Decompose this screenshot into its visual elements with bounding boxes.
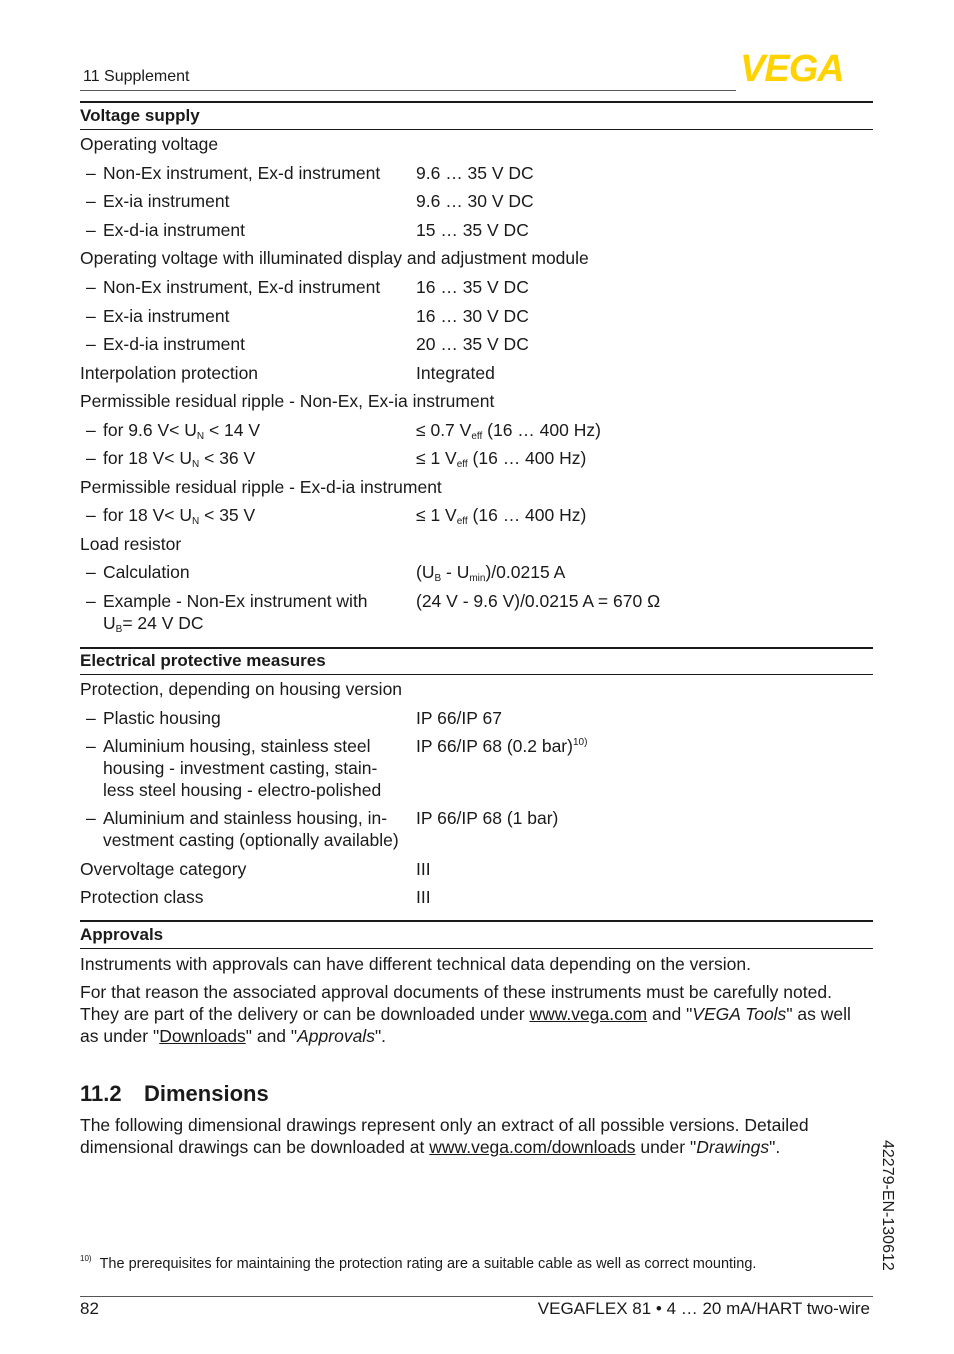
section-title-protective: Electrical protective measures [80, 651, 326, 670]
footnote: $^{10)}$ The prerequisites for maintaining the protection rating are a suitable cable as well as correct mounting. [80, 1254, 757, 1272]
section-rule-bottom [80, 948, 873, 949]
spec-row: – Example - Non-Ex instrument with $U_B= 24$ V DC (24 V - 9.6 V)/0.0215 A = 670 Ω [86, 591, 661, 635]
approvals-paragraph-1: Instruments with approvals can have different technical data depending on the version. [80, 954, 751, 974]
vega-logo [740, 50, 874, 84]
approvals-paragraph-2: For that reason the associated approval documents of these instruments must be carefully noted. They are part of the delivery or can be downloaded under www.vega.com and "VEGA Tools" as well as under "Downloads" and "Approvals". [80, 982, 851, 1046]
footer-rule [80, 1296, 873, 1297]
running-header: 11 Supplement [83, 68, 190, 85]
section-rule-top [80, 647, 873, 649]
link-vega-com[interactable]: www.vega.com [529, 1004, 648, 1024]
section-title-voltage: Voltage supply [80, 106, 200, 125]
logo-text: VEGA [740, 50, 844, 84]
link-vega-downloads[interactable]: www.vega.com/downloads [429, 1137, 636, 1157]
link-downloads[interactable]: Downloads [159, 1026, 246, 1046]
footer-title: VEGAFLEX 81 • 4 … 20 mA/HART two-wire [537, 1299, 870, 1318]
section-title-approvals: Approvals [80, 925, 164, 944]
section-rule-bottom [80, 129, 873, 130]
header-rule [80, 90, 736, 91]
section-rule-top [80, 101, 873, 103]
spec-row: – Aluminium and stainless housing, in-vestment casting (optionally available) IP 66/IP 68 (1 bar) [86, 808, 559, 850]
page-number: 82 [80, 1299, 99, 1318]
section-rule-bottom [80, 674, 873, 675]
section-heading-dimensions: 11.2 Dimensions [80, 1081, 269, 1106]
spec-row: – Aluminium housing, stainless steel housing - investment casting, stain-less steel housing - electro-polished IP 66/IP 68 (0.2 bar)$^{10)}$ [86, 736, 588, 800]
section-rule-top [80, 920, 873, 922]
dimensions-paragraph: The following dimensional drawings represent only an extract of all possible versions. Detailed dimensional drawings can be downloaded at www.vega.com/downloads under "Drawings". [80, 1115, 809, 1157]
document-id: 42279-EN-130612 [879, 1140, 896, 1271]
